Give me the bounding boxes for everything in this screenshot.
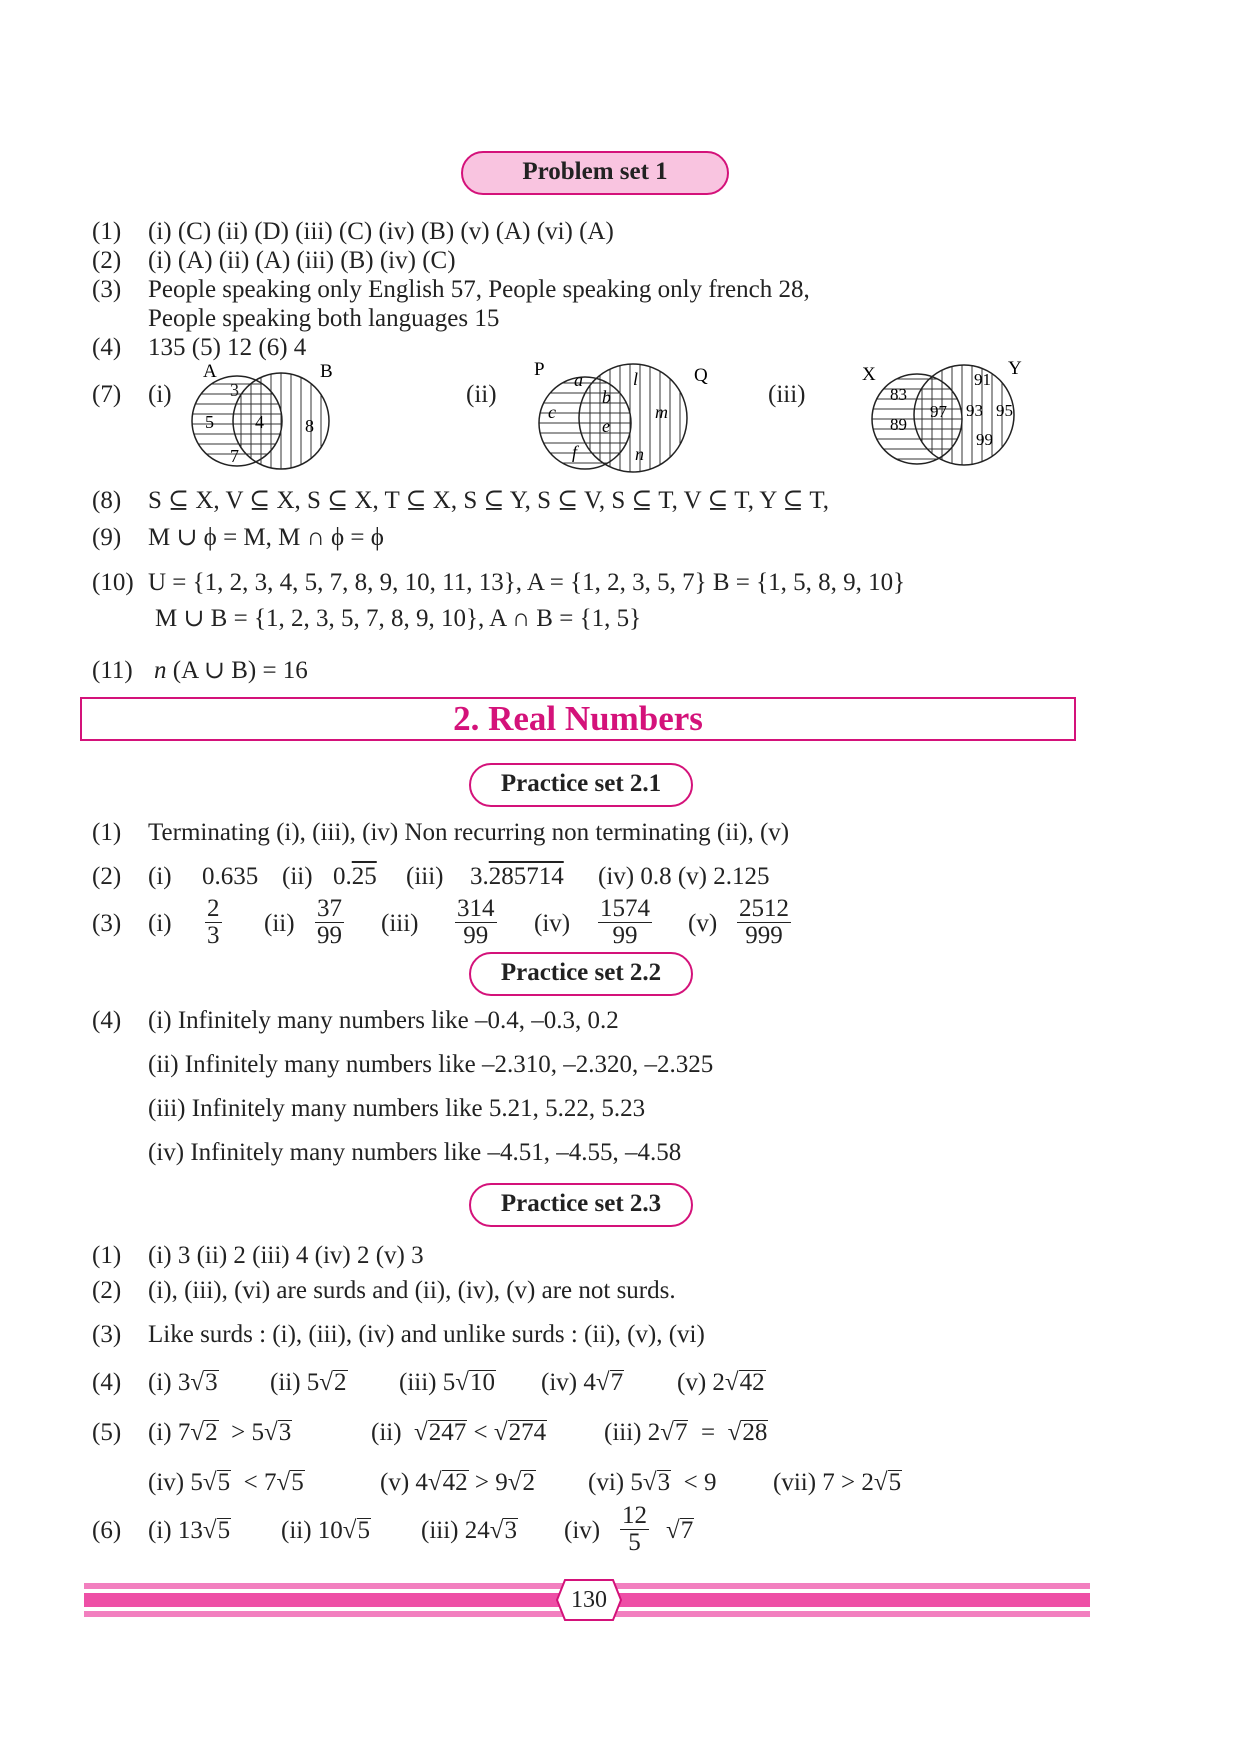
q-number: (10) (92, 569, 134, 596)
set-label-y: Y (1008, 358, 1022, 379)
surd-answer: (i) 13√5 (148, 1517, 231, 1544)
fraction: $\frac{37}{99}$ (317, 895, 342, 949)
recurring-decimal: 3.285714 (470, 863, 564, 890)
venn-value: 97 (930, 402, 947, 421)
set-label-x: X (862, 364, 876, 385)
answer-text: Terminating (i), (iii), (iv) Non recurring non terminating (ii), (v) (148, 819, 790, 846)
venn-value: 7 (230, 446, 239, 466)
practice-set-2-2-heading: Practice set 2.2 (469, 952, 693, 996)
surd-comparison: (ii) √247 < √274 (371, 1419, 547, 1446)
surd-comparison: (iv) 5√5 < 7√5 (148, 1469, 304, 1496)
answer-text: S ⊆ X, V ⊆ X, S ⊆ X, T ⊆ X, S ⊆ Y, S ⊆ V, S ⊆ T, V ⊆ T, Y ⊆ T, (148, 487, 830, 514)
surd-comparison: (iii) 2√7 = √28 (604, 1419, 768, 1446)
part-label: (iii) (768, 381, 806, 408)
venn-value: f (572, 442, 578, 462)
fraction: $\frac{2512}{999}$ (739, 895, 789, 949)
part-label: (iv) (564, 1517, 601, 1544)
n-symbol: n (154, 657, 167, 684)
q-number: (3) (92, 1321, 122, 1348)
q-number: (2) (92, 247, 122, 274)
venn-value: 99 (976, 430, 993, 449)
q-number: (4) (92, 1369, 122, 1396)
part-label: (v) (688, 910, 718, 937)
answer-text: M ∪ B = {1, 2, 3, 5, 7, 8, 9, 10}, A ∩ B = {1, 5} (155, 605, 642, 632)
venn-value: 8 (305, 416, 314, 436)
venn-diagram-ii (530, 358, 715, 478)
venn-value: 89 (890, 415, 907, 434)
venn-value: 95 (996, 401, 1013, 420)
set-label-b: B (320, 361, 333, 382)
set-label-p: P (534, 359, 545, 380)
answer-text: M ∪ ϕ = M, M ∩ ϕ = ϕ (148, 524, 384, 551)
q-number: (8) (92, 487, 122, 514)
surd-comparison: (vi) 5√3 < 9 (588, 1469, 717, 1496)
answer-text: Like surds : (i), (iii), (iv) and unlike surds : (ii), (v), (vi) (148, 1321, 705, 1348)
set-label-q: Q (694, 365, 708, 386)
q-number: (5) (92, 1419, 122, 1446)
page-number: 130 (571, 1587, 607, 1613)
venn-value: 4 (255, 412, 264, 432)
answer-expression: (A ∪ B) = 16 (172, 657, 308, 684)
answer-text: (iv) 0.8 (v) 2.125 (598, 863, 770, 890)
fraction: $\frac{12}{5}$ (622, 1502, 647, 1556)
q-number: (2) (92, 863, 122, 890)
q-number: (7) (92, 381, 122, 408)
answer-text: 135 (5) 12 (6) 4 (148, 334, 307, 361)
venn-value: 3 (230, 380, 239, 400)
recurring-decimal: 0.25 (333, 863, 377, 890)
venn-value: 83 (890, 385, 907, 404)
venn-value: l (633, 369, 639, 389)
practice-set-2-3-heading: Practice set 2.3 (469, 1183, 693, 1227)
part-label: (iii) (406, 863, 444, 890)
q-number: (1) (92, 218, 122, 245)
venn-value: b (602, 387, 611, 407)
q-number: (4) (92, 334, 122, 361)
part-label: (ii) (282, 863, 313, 890)
q-number: (2) (92, 1277, 122, 1304)
q-number: (11) (92, 657, 133, 684)
answer-text: (i) 3 (ii) 2 (iii) 4 (iv) 2 (v) 3 (148, 1242, 424, 1269)
surd-answer: (v) 2√42 (677, 1369, 765, 1396)
answer-text: People speaking only English 57, People speaking only french 28, (148, 276, 810, 303)
part-label: (iv) (534, 910, 571, 937)
part-label: (iii) (381, 910, 419, 937)
fraction: $\frac{1574}{99}$ (600, 895, 650, 949)
surd-answer: (iii) 5√10 (399, 1369, 495, 1396)
venn-value: 91 (974, 370, 991, 389)
answer-text (154, 656, 308, 686)
answer-text: U = {1, 2, 3, 4, 5, 7, 8, 9, 10, 11, 13}, A = {1, 2, 3, 5, 7} B = {1, 5, 8, 9, 10} (148, 569, 906, 596)
surd-answer: (i) 3√3 (148, 1369, 218, 1396)
venn-value: n (635, 444, 644, 464)
q-number: (3) (92, 910, 122, 937)
surd-comparison: (vii) 7 > 2√5 (773, 1469, 902, 1496)
chapter-title: 2. Real Numbers (80, 697, 1076, 741)
surd-answer: (iv) 4√7 (541, 1369, 624, 1396)
surd-answer: (iii) 24√3 (421, 1517, 517, 1544)
q-number: (6) (92, 1517, 122, 1544)
q-number: (4) (92, 1007, 122, 1034)
answer-text: (iii) Infinitely many numbers like 5.21, 5.22, 5.23 (148, 1095, 646, 1122)
part-label: (ii) (466, 381, 497, 408)
answer-text: People speaking both languages 15 (148, 305, 500, 332)
surd-answer: (ii) 10√5 (281, 1517, 371, 1544)
part-label: (i) (148, 910, 172, 937)
venn-value: c (548, 402, 556, 422)
venn-value: 5 (205, 412, 214, 432)
surd-answer: (ii) 5√2 (270, 1369, 347, 1396)
answer-text: (i) Infinitely many numbers like –0.4, –0.3, 0.2 (148, 1007, 619, 1034)
venn-diagram-iii (862, 356, 1042, 478)
venn-diagram-i (185, 360, 355, 475)
surd-comparison: (v) 4√42 > 9√2 (380, 1469, 535, 1496)
problem-set-1-heading: Problem set 1 (461, 151, 729, 195)
part-label: (i) (148, 381, 172, 408)
practice-set-2-1-heading: Practice set 2.1 (469, 763, 693, 807)
q-number: (9) (92, 524, 122, 551)
fraction: $\frac{314}{99}$ (457, 895, 495, 949)
answer-text: (i), (iii), (vi) are surds and (ii), (iv), (v) are not surds. (148, 1277, 676, 1304)
surd-answer: √7 (666, 1517, 694, 1544)
venn-value: m (655, 402, 668, 422)
answer-text: (i) (A) (ii) (A) (iii) (B) (iv) (C) (148, 247, 456, 274)
part-label: (i) (148, 863, 172, 890)
answer-value: 0.635 (202, 863, 259, 890)
venn-value: 93 (966, 401, 983, 420)
part-label: (ii) (264, 910, 295, 937)
answer-text: (iv) Infinitely many numbers like –4.51, –4.55, –4.58 (148, 1139, 682, 1166)
answer-text: (i) (C) (ii) (D) (iii) (C) (iv) (B) (v) (A) (vi) (A) (148, 218, 614, 245)
q-number: (1) (92, 819, 122, 846)
set-label-a: A (203, 361, 217, 382)
fraction: $\frac{2}{3}$ (207, 895, 220, 949)
surd-comparison: (i) 7√2 > 5√3 (148, 1419, 292, 1446)
q-number: (1) (92, 1242, 122, 1269)
q-number: (3) (92, 276, 122, 303)
venn-value: e (602, 416, 610, 436)
answer-text: (ii) Infinitely many numbers like –2.310, –2.320, –2.325 (148, 1051, 714, 1078)
venn-value: a (574, 370, 583, 390)
